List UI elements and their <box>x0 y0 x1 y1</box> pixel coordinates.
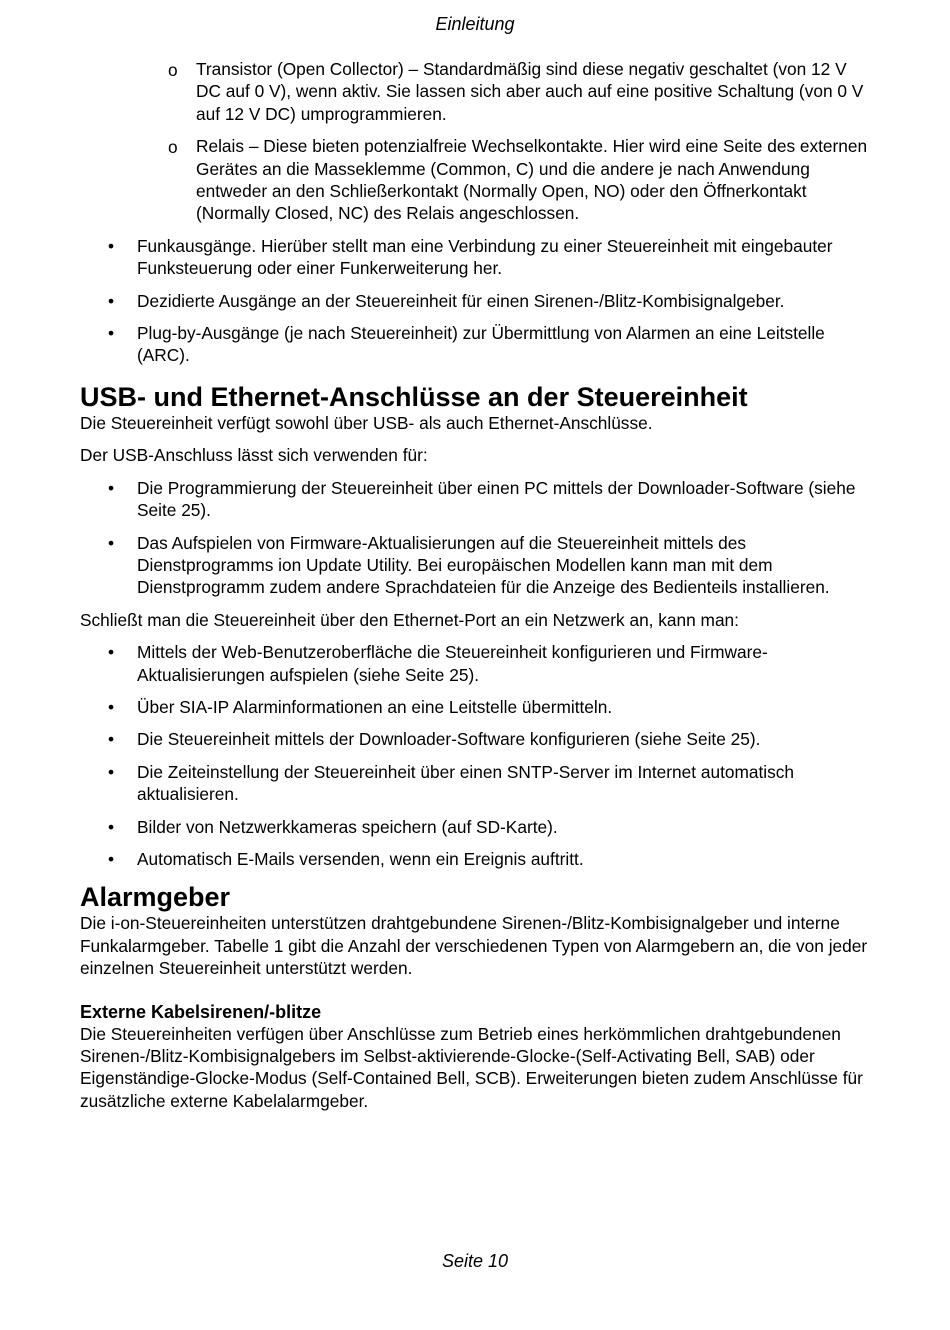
dot-bullet-icon: • <box>108 323 115 344</box>
paragraph: Die Steuereinheit verfügt sowohl über USB- als auch Ethernet-Anschlüsse. <box>80 412 653 433</box>
paragraph: Schließt man die Steuereinheit über den Ethernet-Port an ein Netzwerk an, kann man: <box>80 609 739 630</box>
list-item <box>80 761 870 806</box>
list-item-text: Automatisch E-Mails versenden, wenn ein Ereignis auftritt. <box>137 848 584 869</box>
circle-bullet-icon: o <box>168 60 178 80</box>
list-item <box>80 848 870 870</box>
list-item <box>80 641 870 686</box>
sub-list-item-text: Relais – Diese bieten potenzialfreie Wechselkontakte. Hier wird eine Seite des externen Gerätes an die Masseklemme (Common, C) und die andere je nach Anwendung entweder an den Schließerkontakt (Normally Open, NO) oder den Öffnerkontakt (Normally Closed, NC) des Relais angeschlossen. <box>196 136 868 224</box>
section-heading-usb-ethernet: USB- und Ethernet-Anschlüsse an der Steuereinheit <box>80 381 748 412</box>
dot-bullet-icon: • <box>108 642 115 663</box>
list-item <box>80 290 870 312</box>
list-item <box>80 532 870 599</box>
dot-bullet-icon: • <box>108 816 115 837</box>
dot-bullet-icon: • <box>108 729 115 750</box>
circle-bullet-icon: o <box>168 137 178 158</box>
paragraph: Der USB-Anschluss lässt sich verwenden für: <box>80 445 428 466</box>
sub-list-item <box>80 135 870 225</box>
section-heading-alarmgeber: Alarmgeber <box>80 882 231 913</box>
page-header: Einleitung <box>435 14 515 34</box>
list-item-text: Die Steuereinheit mittels der Downloader-Software konfigurieren (siehe Seite 25). <box>137 729 761 750</box>
list-item-text: Funkausgänge. Hierüber stellt man eine Verbindung zu einer Steuereinheit mit eingebauter Funksteuerung oder einer Funkerweiterung her. <box>137 235 833 279</box>
list-item-text: Die Programmierung der Steuereinheit über einen PC mittels der Downloader-Software (siehe Seite 25). <box>137 477 856 521</box>
list-item <box>80 696 870 718</box>
list-item-text: Bilder von Netzwerkkameras speichern (auf SD-Karte). <box>137 816 558 837</box>
dot-bullet-icon: • <box>108 235 115 256</box>
list-item <box>80 477 870 522</box>
list-item <box>80 235 870 280</box>
list-item <box>80 322 870 367</box>
list-item-text: Plug-by-Ausgänge (je nach Steuereinheit) zur Übermittlung von Alarmen an eine Leitstelle (ARC). <box>137 323 825 366</box>
subsection-heading: Externe Kabelsirenen/-blitze <box>80 1001 322 1022</box>
dot-bullet-icon: • <box>108 477 115 498</box>
paragraph: Die Steuereinheiten verfügen über Anschlüsse zum Betrieb eines herkömmlichen drahtgebundenen Sirenen-/Blitz-Kombisignalgebers im Selbst-aktivierende-Glocke-(Self-Activating Bell, SAB) oder Eigenständige-Glocke-Modus (Self-Contained Bell, SCB). Erweiterungen bieten zudem Anschlüsse für zusätzliche externe Kabelalarmgeber. <box>80 1023 863 1111</box>
dot-bullet-icon: • <box>108 290 115 311</box>
paragraph: Die i-on-Steuereinheiten unterstützen drahtgebundene Sirenen-/Blitz-Kombisignalgeber und interne Funkalarmgeber. Tabelle 1 gibt die Anzahl der verschiedenen Typen von Alarmgebern an, die von jeder einzelnen Steuereinheit unterstützt werden. <box>80 913 868 979</box>
page-content <box>80 58 870 1122</box>
dot-bullet-icon: • <box>108 532 115 553</box>
list-item-text: Über SIA-IP Alarminformationen an eine Leitstelle übermitteln. <box>137 696 613 717</box>
list-item <box>80 816 870 838</box>
sub-list-item-text: Transistor (Open Collector) – Standardmäßig sind diese negativ geschaltet (von 12 V DC auf 0 V), wenn aktiv. Sie lassen sich aber auch auf eine positive Schaltung (von 0 V auf 12 V DC) umprogrammieren. <box>196 59 864 124</box>
sub-list-item <box>80 58 870 125</box>
list-item <box>80 728 870 750</box>
page-footer: Seite 10 <box>441 1251 509 1271</box>
list-item-text: Die Zeiteinstellung der Steuereinheit über einen SNTP-Server im Internet automatisch aktualisieren. <box>137 761 795 805</box>
list-item-text: Dezidierte Ausgänge an der Steuereinheit für einen Sirenen-/Blitz-Kombisignalgeber. <box>137 290 785 311</box>
list-item-text: Das Aufspielen von Firmware-Aktualisierungen auf die Steuereinheit mittels des Dienstprogramms ion Update Utility. Bei europäischen Modellen kann man mit dem Dienstprogramm zudem andere Sprachdateien für die Anzeige des Bedienteils installieren. <box>137 532 830 598</box>
dot-bullet-icon: • <box>108 848 115 869</box>
list-item-text: Mittels der Web-Benutzeroberfläche die Steuereinheit konfigurieren und Firmware-Aktualisierungen aufspielen (siehe Seite 25). <box>137 642 768 685</box>
dot-bullet-icon: • <box>108 761 115 782</box>
dot-bullet-icon: • <box>108 696 115 717</box>
